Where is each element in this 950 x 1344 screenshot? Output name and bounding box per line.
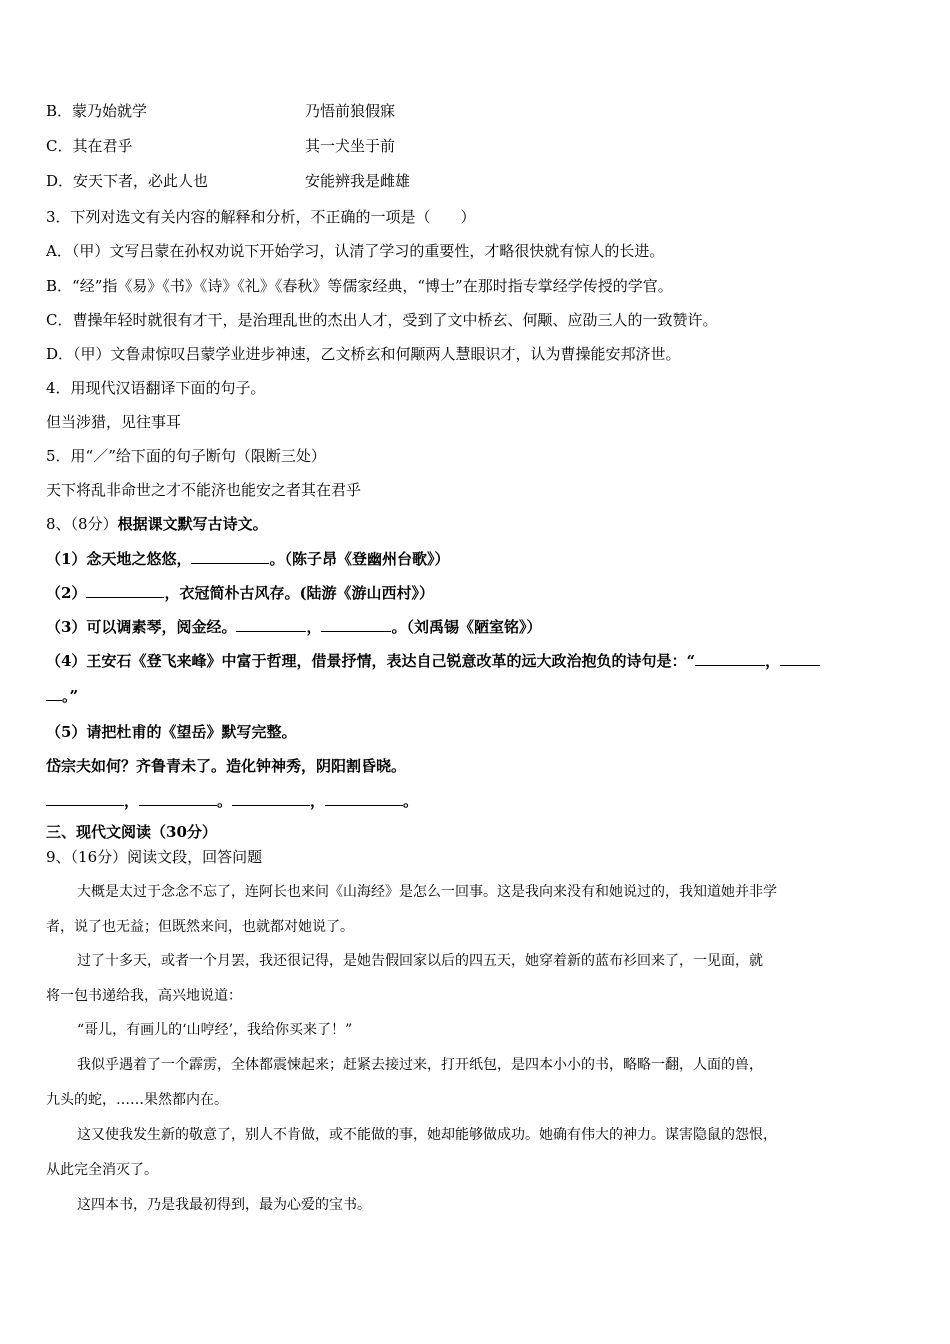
q2-option-c-right: 其一犬坐于前 bbox=[305, 137, 396, 155]
q8-item-4-cont bbox=[46, 685, 78, 706]
q2-option-b-left: B．蒙乃始就学 bbox=[46, 102, 148, 120]
blank[interactable] bbox=[232, 790, 310, 806]
blank[interactable] bbox=[695, 650, 765, 666]
q8-item-4-sep: ， bbox=[765, 652, 781, 670]
blank[interactable] bbox=[780, 650, 820, 666]
q9-stem: 9、（16分）阅读文段，回答问题 bbox=[46, 848, 263, 866]
q8-item-3 bbox=[46, 616, 541, 637]
q8-item-2-text: ，衣冠简朴古风存。(陆游《游山西村》） bbox=[164, 584, 435, 602]
blank[interactable] bbox=[46, 790, 124, 806]
blank[interactable] bbox=[139, 790, 217, 806]
q4-sentence: 但当涉猎，见往事耳 bbox=[46, 413, 182, 431]
q2-option-d-right: 安能辨我是雌雄 bbox=[305, 172, 411, 190]
q8-number: 8、（8分） bbox=[46, 515, 118, 533]
q2-option-d-left: D．安天下者，必此人也 bbox=[46, 172, 209, 190]
blank[interactable] bbox=[321, 616, 391, 632]
q5-sentence: 天下将乱非命世之才不能济也能安之者其在君乎 bbox=[46, 481, 362, 499]
q3-option-c: C．曹操年轻时就很有才干，是治理乱世的杰出人才，受到了文中桥玄、何颙、应劭三人的一致赞许。 bbox=[46, 311, 718, 329]
q8-poem-blanks bbox=[46, 790, 418, 811]
q8-item-3-source: 。（刘禹锡《陋室铭》） bbox=[391, 618, 542, 636]
passage-p5-line1: 这又使我发生新的敬意了，别人不肯做，或不能做的事，她却能够做成功。她确有伟大的神力。谋害隐鼠的怨恨， bbox=[77, 1127, 777, 1143]
q2-option-b bbox=[46, 101, 396, 121]
q8-poem: 岱宗夫如何？齐鲁青未了。造化钟神秀，阴阳割昏晓。 bbox=[46, 757, 407, 775]
q3-option-b: B．“经”指《易》《书》《诗》《礼》《春秋》等儒家经典，“博士”在那时指专掌经学传授的学官。 bbox=[46, 277, 673, 295]
q8-item-1-text: （1）念天地之悠悠， bbox=[46, 550, 192, 568]
passage-p5-line2: 从此完全消灭了。 bbox=[46, 1162, 158, 1178]
passage-p4-line1: 我似乎遇着了一个霹雳，全体都震悚起来；赶紧去接过来，打开纸包，是四本小小的书，略略一翻，人面的兽， bbox=[77, 1057, 763, 1073]
q8-item-2 bbox=[46, 582, 434, 603]
q8-item-4-text: （4）王安石《登飞来峰》中富于哲理，借景抒情，表达自己锐意改革的远大政治抱负的诗句是：“ bbox=[46, 652, 696, 670]
blank[interactable] bbox=[325, 790, 403, 806]
q3-option-d: D．（甲）文鲁肃惊叹吕蒙学业进步神速，乙文桥玄和何颙两人慧眼识才，认为曹操能安邦济世。 bbox=[46, 345, 681, 363]
blank[interactable] bbox=[236, 616, 306, 632]
q3-stem: 3．下列对选文有关内容的解释和分析，不正确的一项是（ ） bbox=[46, 208, 476, 226]
passage-p1-line1: 大概是太过于念念不忘了，连阿长也来问《山海经》是怎么一回事。这是我向来没有和她说过的，我知道她并非学 bbox=[77, 884, 777, 900]
q2-option-d bbox=[46, 171, 411, 191]
q8-item-5: （5）请把杜甫的《望岳》默写完整。 bbox=[46, 723, 297, 741]
blank[interactable] bbox=[46, 685, 62, 701]
passage-p2-line1: 过了十多天，或者一个月罢，我还很记得，是她告假回家以后的四五天，她穿着新的蓝布衫回来了，一见面，就 bbox=[77, 953, 763, 969]
period: 。 bbox=[403, 792, 419, 810]
q8-item-1 bbox=[46, 548, 449, 569]
q2-option-b-right: 乃悟前狼假寐 bbox=[305, 102, 396, 120]
q8-item-4-end: 。” bbox=[62, 687, 79, 705]
q5-stem: 5．用“／”给下面的句子断句（限断三处） bbox=[46, 447, 326, 465]
q8-header bbox=[46, 514, 268, 534]
q8-item-1-source: 。（陈子昂《登幽州台歌》） bbox=[269, 550, 450, 568]
q2-option-c-left: C．其在君乎 bbox=[46, 137, 133, 155]
passage-p3: “哥儿，有画儿的‘山哼经’，我给你买来了！” bbox=[77, 1022, 353, 1038]
blank[interactable] bbox=[86, 582, 164, 598]
passage-p4-line2: 九头的蛇，……果然都内在。 bbox=[46, 1092, 228, 1108]
period: 。 bbox=[217, 792, 233, 810]
q8-item-3-text: （3）可以调素琴，阅金经。 bbox=[46, 618, 237, 636]
q2-option-c bbox=[46, 136, 396, 156]
q8-item-3-sep: ， bbox=[306, 618, 322, 636]
q8-instruction: 根据课文默写古诗文。 bbox=[117, 515, 268, 533]
q3-option-a: A．（甲）文写吕蒙在孙权劝说下开始学习，认清了学习的重要性，才略很快就有惊人的长进。 bbox=[46, 242, 665, 260]
passage-p2-line2: 将一包书递给我，高兴地说道： bbox=[46, 988, 242, 1004]
section-3-heading: 三、现代文阅读（30分） bbox=[46, 823, 217, 841]
passage-p1-line2: 者，说了也无益；但既然来问，也就都对她说了。 bbox=[46, 919, 354, 935]
q8-item-4 bbox=[46, 650, 820, 671]
comma: ， bbox=[124, 792, 140, 810]
passage-p6: 这四本书，乃是我最初得到，最为心爱的宝书。 bbox=[77, 1197, 371, 1213]
blank[interactable] bbox=[191, 548, 269, 564]
comma: ， bbox=[310, 792, 326, 810]
q8-item-2-num: （2） bbox=[46, 584, 87, 602]
q4-stem: 4．用现代汉语翻译下面的句子。 bbox=[46, 379, 266, 397]
